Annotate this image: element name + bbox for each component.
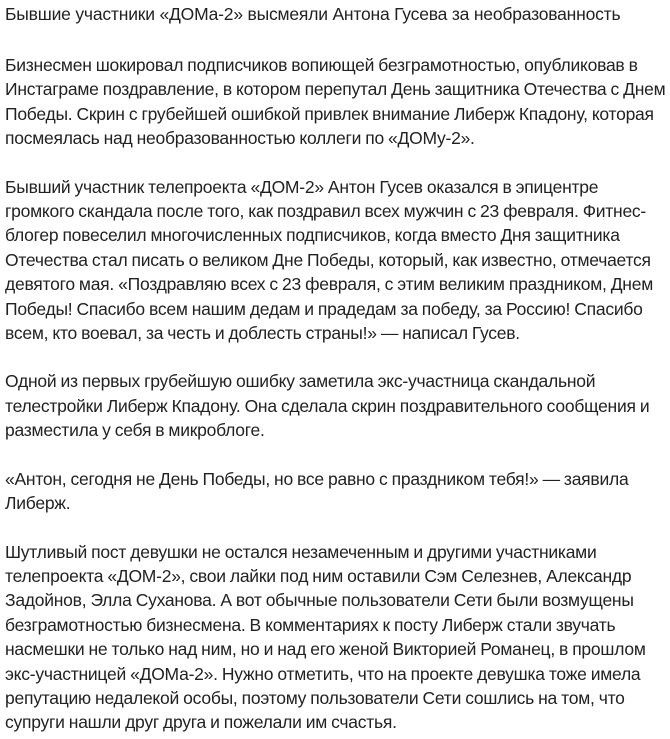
article-title: Бывшие участники «ДОМа-2» высмеяли Антона Гусева за необразованность <box>5 4 621 24</box>
article-paragraph-4: «Антон, сегодня не День Победы, но все равно с праздником тебя!» — заявила Либерж. <box>5 468 629 514</box>
article-paragraph-3: Одной из первых грубейшую ошибку заметила экс-участница скандальной телестройки Либерж Кпадону. Она сделала скрин поздравительного сообщения и разместила у себя в микроблоге. <box>5 371 650 441</box>
article-paragraph-2: Бывший участник телепроекта «ДОМ-2» Антон Гусев оказался в эпицентре громкого скандала после того, как поздравил всех мужчин с 23 февраля. Фитнес-блогер повеселил многочисленных подписчиков, когда вместо Дня защитника Отечества стал писать о великом Дне Победы, который, как известно, отмечается девятого мая. «Поздравляю всех с 23 февраля, с этим великим праздником, Днем Победы! Спасибо всем нашим дедам и прадедам за победу, за Россию! Спасибо всем, кто воевал, за честь и доблесть страны!» — написал Гусев. <box>5 176 653 344</box>
article-paragraph-1: Бизнесмен шокировал подписчиков вопиющей безграмотностью, опубликовав в Инстаграме поздравление, в котором перепутал День защитника Отечества с Днем Победы. Скрин с грубейшей ошибкой привлек внимание Либерж Кпадону, которая посмеялась над необразованностью коллеги по «ДОМу-2». <box>5 55 666 149</box>
article-paragraph-5: Шутливый пост девушки не остался незамеченным и другими участниками телепроекта «ДОМ-2», свои лайки под ним оставили Сэм Селезнев, Александр Задойнов, Элла Суханова. А вот обычные пользователи Сети были возмущены безграмотностью бизнесмена. В комментариях к посту Либерж стали звучать насмешки не только над ним, но и над его женой Викторией Романец, в прошлом экс-участницей «ДОМа-2». Нужно отметить, что на проекте девушка тоже имела репутацию недалекой особы, поэтому пользователи Сети сошлись на том, что супруги нашли друг друга и пожелали им счастья. <box>5 541 646 733</box>
